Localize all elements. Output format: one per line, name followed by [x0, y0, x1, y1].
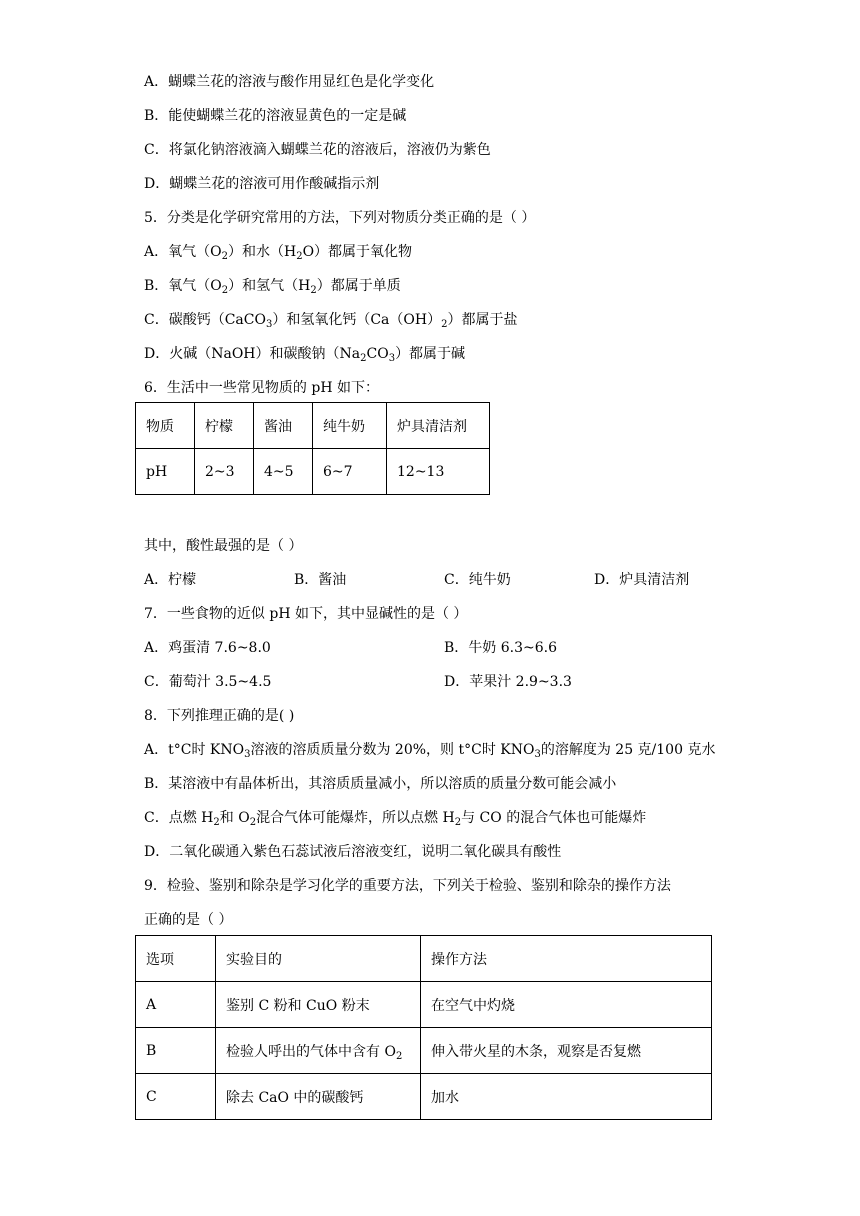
table-cell: C	[136, 1074, 216, 1120]
table-row	[136, 1074, 712, 1120]
table-cell: 12~13	[387, 449, 490, 495]
q6-question: 其中，酸性最强的是（ ）	[144, 538, 303, 554]
ph-table	[135, 402, 490, 495]
table-cell: 6~7	[313, 449, 387, 495]
q8-option-b: B．某溶液中有晶体析出，其溶质质量减小，所以溶质的质量分数可能会减小	[144, 776, 617, 792]
table-cell: 4~5	[254, 449, 313, 495]
table-cell: 2~3	[195, 449, 254, 495]
q6-option-d: D．炉具清洁剂	[594, 572, 690, 588]
table-cell: 柠檬	[195, 403, 254, 449]
q6-option-b: B．酱油	[294, 572, 347, 588]
q5-option-d: D．火碱（NaOH）和碳酸钠$(Na_2CO_3)$都属于碱	[144, 346, 466, 364]
table-row	[136, 982, 712, 1028]
q9-stem-line1: 9．检验、鉴别和除杂是学习化学的重要方法，下列关于检验、鉴别和除杂的操作方法	[144, 878, 671, 894]
q5-option-a: A．氧气$(O_2)$和水$(H_2O)$都属于氧化物	[144, 244, 413, 262]
table-cell: 物质	[136, 403, 195, 449]
q4-option-c: C．将氯化钠溶液滴入蝴蝶兰花的溶液后，溶液仍为紫色	[144, 142, 491, 158]
table-cell: 伸入带火星的木条，观察是否复燃	[421, 1028, 712, 1074]
q7-option-a: A．鸡蛋清 7.6~8.0	[144, 640, 271, 656]
q6-stem: 6．生活中一些常见物质的 pH 如下：	[144, 380, 379, 396]
experiment-table	[135, 935, 712, 1120]
q8-stem: 8．下列推理正确的是( )	[144, 708, 295, 724]
q5-option-b: B．氧气$(O_2)$和氢气$(H_2)$都属于单质	[144, 278, 401, 296]
table-cell: 实验目的	[216, 936, 421, 982]
q8-option-d: D．二氧化碳通入紫色石蕊试液后溶液变红，说明二氧化碳具有酸性	[144, 844, 562, 860]
table-cell: 加水	[421, 1074, 712, 1120]
table-cell: 酱油	[254, 403, 313, 449]
table-cell: B	[136, 1028, 216, 1074]
table-cell: 在空气中灼烧	[421, 982, 712, 1028]
table-header-row	[136, 936, 712, 982]
table-cell: 炉具清洁剂	[387, 403, 490, 449]
q8-option-c: C．点燃 $H_2$和 $O_2$混合气体可能爆炸，所以点燃 $H_2$与 CO 的混合气体也可能爆炸	[144, 810, 647, 828]
q5-stem: 5．分类是化学研究常用的方法，下列对物质分类正确的是（ ）	[144, 210, 536, 226]
table-cell: 纯牛奶	[313, 403, 387, 449]
q7-stem: 7．一些食物的近似 pH 如下，其中显碱性的是（ ）	[144, 606, 468, 622]
table-cell: A	[136, 982, 216, 1028]
q8-option-a: A．t°C时 $KNO_3$溶液的溶质质量分数为 20%，则 t°C时 $KNO_3$的溶解度为 25 克/100 克水	[144, 742, 716, 760]
table-cell: 除去 CaO 中的碳酸钙	[216, 1074, 421, 1120]
table-cell: 操作方法	[421, 936, 712, 982]
q5-option-c: C．碳酸钙（CaCO$_3$）和氢氧化钙$(Ca(OH)_2)$都属于盐	[144, 312, 518, 330]
table-row	[136, 1028, 712, 1074]
table-cell: 鉴别 C 粉和 CuO 粉末	[216, 982, 421, 1028]
q7-option-d: D．苹果汁 2.9~3.3	[444, 674, 572, 690]
table-header-row	[136, 403, 490, 449]
table-cell: pH	[136, 449, 195, 495]
q9-stem-line2: 正确的是（ ）	[144, 912, 233, 928]
q7-option-b: B．牛奶 6.3~6.6	[444, 640, 557, 656]
q6-option-a: A．柠檬	[144, 572, 197, 588]
q7-option-c: C．葡萄汁 3.5~4.5	[144, 674, 272, 690]
q6-option-c: C．纯牛奶	[444, 572, 511, 588]
q4-option-a: A．蝴蝶兰花的溶液与酸作用显红色是化学变化	[144, 74, 435, 90]
table-cell: 检验人呼出的气体中含有 $O_2$	[216, 1028, 421, 1074]
q4-option-b: B．能使蝴蝶兰花的溶液显黄色的一定是碱	[144, 108, 407, 124]
table-cell: 选项	[136, 936, 216, 982]
table-row	[136, 449, 490, 495]
q4-option-d: D．蝴蝶兰花的溶液可用作酸碱指示剂	[144, 176, 380, 192]
